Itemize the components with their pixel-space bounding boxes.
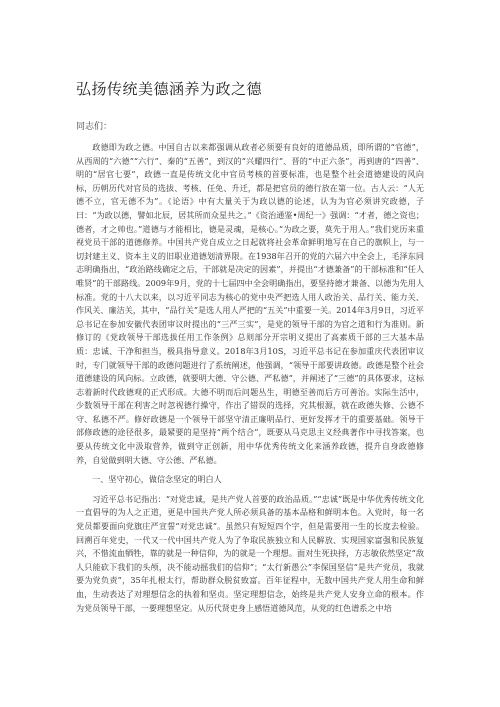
document-title: 弘扬传统美德涵养为政之德 <box>76 80 263 98</box>
body-paragraph: 政德即为政之德。中国自古以来都强调从政者必须要有良好的道德品质，即所谓的“官德”，从西周的“六德”“六行”、秦的“五善”，到汉的“兴耀四行”、晋的“中正六条”，再到唐的“四善”、明的“居官七要”，政德一直是传统文化中官员考核的首要标准，也是整个社会道德建设的风向标，历朝历代对官员的选拔、考核、任免、升迁，都是把官员的德行放在第一位。古人云：“人无德不立，官无德不为”。《论语》中有大量关于为政以德的论述，认为为官必须讲究政德，子曰：“为政以德，譬如北辰，居其所而众星共之。”《资治通鉴•周纪一》强调：“才者，德之资也；德者，才之帅也。”道德与才能相比，德是灵魂，是核心。”为政之要，莫先于用人。”我们党历来重视党员干部的道德修养。中国共产党自成立之日起就将社会革命鲜明地写在自己的旗帜上，与一切封建主义、资本主义的旧职业道德划清界限。在1938年召开的党的六届六中全会上，毛泽东同志明确指出，“政治路线确定之后，干部就是决定的因素”，并提出“才德兼备”的干部标准和“任人唯贤”的干部路线。2009年9月，党的十七届四中全会明确指出，要坚持德才兼备、以德为先用人标准。党的十八大以来，以习近平同志为核心的党中央严把选人用人政治关、品行关、能力关、作风关、廉洁关，其中，“品行关”是选人用人严把的“五关”中重要一关。2014年3月9日，习近平总书记在参加安徽代表团审议时提出的“三严三实”，是党的领导干部的为官之道和行为准则。新修订的《党政领导干部选拔任用工作条例》总则部分开宗明义提出了高素质干部的三大基本品质：忠诚、干净和担当，极具指导意义。2018年3月10S，习近平总书记在参加重庆代表团审议时，专门就领导干部的政德问题进行了系统阐述，他强调，“领导干部要讲政德。政德是整个社会道德建设的风向标。立政德，就要明大德、守公德、严私德”，并阐述了“三德”的具体要求，这标志着新时代政德观的正式形成。大德不明而后问题丛生，明德至善而后方可善治。实际生活中，少数领导干部在利害之时忽视德行操守，作出了错误的选择，究其根源，就在政德失修、公德不守、私德不严。修好政德是一个领导干部坚守清正廉明品行、更好发挥才干的重要基础。领导干部修政德的途径很多，最紧要的是坚持“两个结合”，既要从马克思主义经典著作中寻找答案，也要从传统文化中汲取营养，做到守正创新，用中华优秀传统文化来涵养政德，提升自身政德修养，自觉做到明大德、守公德、严私德。 <box>76 142 424 465</box>
section-paragraph: 习近平总书记指出：“对党忠诚，是共产党人首要的政治品质。”“忠诚”既是中华优秀传统文化一直倡导的为人之正道，更是中国共产党人所必须具备的基本品格和鲜明本色。入党时，每一名党员都要面向党旗庄严宣誓“对党忠诚”。虽然只有短短四个字，但是需要用一生的长度去检验。回溯百年党史，一代又一代中国共产党人为了争取民族独立和人民解放、实现国家富强和民族复兴，不惜流血牺牲，靠的就是一种信仰，为的就是一个理想。面对生死抉择，方志敏依然坚定“敌人只能砍下我们的头颅，决不能动摇我们的信仰”；“太行新愚公”李保国坚信“是共产党员，我就要为党负责”，35年扎根太行，帮助群众脱贫致富。百年征程中，无数中国共产党人用生命和鲜血，生动表达了对理想信念的执着和坚贞。坚定理想信念，始终是共产党人安身立命的根本。作为党员领导干部，一要理想坚定。从历代贤吏身上感悟道德风范，从党的红色谱系之中培 <box>76 493 424 613</box>
greeting: 同志们： <box>76 122 113 132</box>
section-heading: 一、坚守初心，做信念坚定的明白人 <box>92 474 222 485</box>
